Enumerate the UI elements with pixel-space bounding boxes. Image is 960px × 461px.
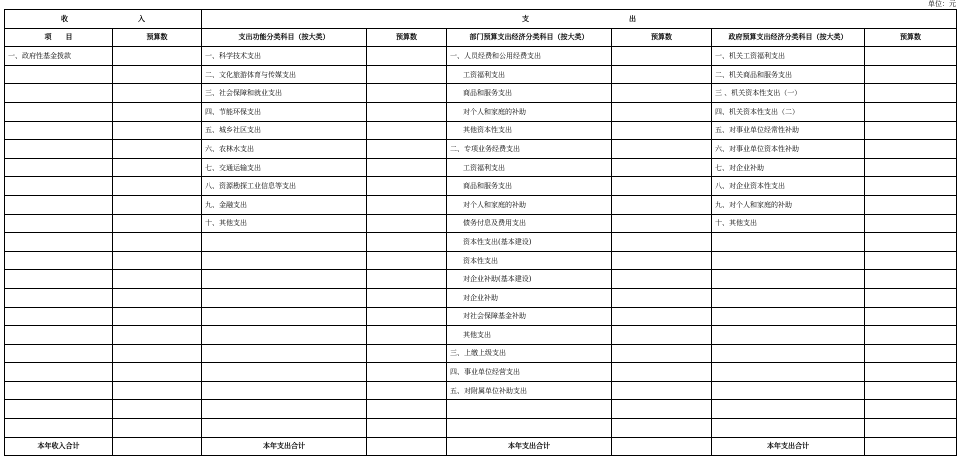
budget-cell-2 [367,233,447,252]
expense-total-label-1: 本年支出合计 [202,437,367,456]
item-cell [5,177,113,196]
dept-cell: 对企业补助(基本建设) [447,270,612,289]
col-budget-header-1: 预算数 [113,28,202,47]
dept-cell: 三、上缴上级支出 [447,344,612,363]
expense-header-left: 支 [522,13,530,23]
budget-cell-3 [612,233,712,252]
budget-cell-2 [367,344,447,363]
gov-cell [712,363,865,382]
dept-cell: 债务付息及费用支出 [447,214,612,233]
gov-cell: 二、机关商品和服务支出 [712,65,865,84]
budget-cell-1 [113,65,202,84]
col-budget-header-4: 预算数 [865,28,957,47]
budget-cell-4 [865,47,957,66]
item-cell [5,307,113,326]
group-header-row [5,10,957,29]
budget-cell-2 [367,158,447,177]
func-cell [202,381,367,400]
item-cell [5,288,113,307]
budget-cell-2 [367,140,447,159]
gov-cell: 五、对事业单位经常性补助 [712,121,865,140]
budget-cell-3 [612,195,712,214]
budget-cell-1 [113,326,202,345]
budget-cell-4 [865,251,957,270]
budget-cell-2 [367,177,447,196]
budget-cell-2 [367,400,447,419]
table-row [5,84,957,103]
func-cell [202,326,367,345]
budget-cell-3 [612,363,712,382]
budget-cell-2 [367,419,447,438]
col-budget-header-3: 预算数 [612,28,712,47]
budget-cell-1 [113,140,202,159]
dept-cell: 四、事业单位经营支出 [447,363,612,382]
item-cell [5,214,113,233]
budget-cell-1 [113,288,202,307]
col-gov-header: 政府预算支出经济分类科目（按大类） [712,28,865,47]
budget-cell-4 [865,214,957,233]
func-cell [202,251,367,270]
item-cell: 一、政府性基金拨款 [5,47,113,66]
budget-cell-2 [367,381,447,400]
budget-cell-4 [865,102,957,121]
expense-total-value-1 [367,437,447,456]
budget-cell-3 [612,419,712,438]
table-row [5,381,957,400]
gov-cell: 七、对企业补助 [712,158,865,177]
dept-cell [447,400,612,419]
budget-cell-2 [367,251,447,270]
budget-cell-1 [113,177,202,196]
unit-label: 单位：元 [928,0,956,8]
budget-cell-4 [865,270,957,289]
func-cell: 九、金融支出 [202,195,367,214]
budget-cell-1 [113,195,202,214]
dept-cell: 资本性支出(基本建设) [447,233,612,252]
dept-cell: 对企业补助 [447,288,612,307]
budget-cell-3 [612,102,712,121]
budget-cell-1 [113,400,202,419]
budget-cell-4 [865,140,957,159]
budget-cell-4 [865,121,957,140]
func-cell [202,233,367,252]
expense-total-value-2 [612,437,712,456]
budget-cell-3 [612,270,712,289]
func-cell: 四、节能环保支出 [202,102,367,121]
budget-table [4,9,957,456]
budget-cell-3 [612,214,712,233]
table-row [5,251,957,270]
func-cell [202,344,367,363]
item-cell [5,326,113,345]
gov-cell: 八、对企业资本性支出 [712,177,865,196]
gov-cell: 三 、机关资本性支出（一） [712,84,865,103]
budget-cell-2 [367,65,447,84]
budget-cell-2 [367,214,447,233]
budget-cell-2 [367,195,447,214]
table-row [5,233,957,252]
budget-cell-1 [113,121,202,140]
gov-cell [712,251,865,270]
table-row [5,195,957,214]
gov-cell [712,326,865,345]
item-cell [5,270,113,289]
table-row [5,140,957,159]
budget-cell-1 [113,270,202,289]
budget-cell-1 [113,381,202,400]
budget-cell-4 [865,307,957,326]
func-cell: 五、城乡社区支出 [202,121,367,140]
col-budget-header-2: 预算数 [367,28,447,47]
table-row [5,400,957,419]
budget-cell-4 [865,177,957,196]
table-row [5,177,957,196]
func-cell [202,400,367,419]
col-func-header: 支出功能分类科目（按大类） [202,28,367,47]
budget-cell-3 [612,251,712,270]
budget-cell-1 [113,307,202,326]
budget-cell-1 [113,47,202,66]
item-cell [5,158,113,177]
budget-cell-3 [612,344,712,363]
gov-cell: 六、对事业单位资本性补助 [712,140,865,159]
table-row [5,344,957,363]
budget-cell-3 [612,84,712,103]
gov-cell [712,400,865,419]
budget-cell-2 [367,288,447,307]
func-cell: 七、交通运输支出 [202,158,367,177]
budget-cell-4 [865,363,957,382]
totals-row [5,437,957,456]
column-header-row [5,28,957,47]
item-cell [5,102,113,121]
budget-cell-2 [367,121,447,140]
budget-cell-3 [612,47,712,66]
dept-cell: 商品和服务支出 [447,84,612,103]
budget-cell-3 [612,381,712,400]
budget-cell-4 [865,400,957,419]
col-item-header: 项 目 [5,28,113,47]
item-cell [5,419,113,438]
budget-cell-4 [865,84,957,103]
item-cell [5,65,113,84]
func-cell: 三、社会保障和就业支出 [202,84,367,103]
income-header-left: 收 [61,13,68,23]
budget-cell-4 [865,344,957,363]
budget-cell-3 [612,288,712,307]
dept-cell: 工资福利支出 [447,65,612,84]
budget-cell-4 [865,65,957,84]
gov-cell: 十、其他支出 [712,214,865,233]
dept-cell: 其他支出 [447,326,612,345]
dept-cell: 对个人和家庭的补助 [447,102,612,121]
dept-cell [447,419,612,438]
item-cell [5,84,113,103]
func-cell: 八、资源勘探工业信息等支出 [202,177,367,196]
budget-cell-2 [367,270,447,289]
gov-cell [712,270,865,289]
table-row [5,47,957,66]
gov-cell: 一、机关工资福利支出 [712,47,865,66]
expense-total-value-3 [865,437,957,456]
income-group-header [5,10,202,29]
table-row [5,214,957,233]
gov-cell [712,344,865,363]
budget-cell-2 [367,326,447,345]
budget-cell-1 [113,344,202,363]
table-row [5,65,957,84]
income-total-label: 本年收入合计 [5,437,113,456]
item-cell [5,195,113,214]
budget-cell-1 [113,233,202,252]
budget-cell-4 [865,288,957,307]
gov-cell [712,233,865,252]
budget-cell-3 [612,65,712,84]
budget-cell-1 [113,363,202,382]
item-cell [5,140,113,159]
budget-cell-2 [367,84,447,103]
budget-cell-3 [612,400,712,419]
budget-cell-3 [612,177,712,196]
dept-cell: 其他资本性支出 [447,121,612,140]
table-row [5,363,957,382]
expense-total-label-2: 本年支出合计 [447,437,612,456]
col-dept-header: 部门预算支出经济分类科目（按大类） [447,28,612,47]
budget-cell-3 [612,326,712,345]
table-row [5,158,957,177]
dept-cell: 一、人员经费和公用经费支出 [447,47,612,66]
budget-cell-1 [113,214,202,233]
budget-cell-4 [865,326,957,345]
budget-cell-1 [113,84,202,103]
gov-cell [712,381,865,400]
gov-cell [712,419,865,438]
dept-cell: 工资福利支出 [447,158,612,177]
item-cell [5,121,113,140]
table-row [5,270,957,289]
budget-cell-1 [113,158,202,177]
budget-cell-3 [612,121,712,140]
dept-cell: 五、对附属单位补助支出 [447,381,612,400]
item-cell [5,233,113,252]
dept-cell: 对社会保障基金补助 [447,307,612,326]
func-cell: 六、农林水支出 [202,140,367,159]
func-cell [202,419,367,438]
budget-cell-2 [367,102,447,121]
budget-cell-3 [612,158,712,177]
expense-group-header [202,10,957,29]
func-cell: 二、文化旅游体育与传媒支出 [202,65,367,84]
func-cell [202,307,367,326]
budget-cell-3 [612,140,712,159]
func-cell [202,270,367,289]
gov-cell: 九、对个人和家庭的补助 [712,195,865,214]
gov-cell: 四、机关资本性支出（二） [712,102,865,121]
item-cell [5,251,113,270]
dept-cell: 对个人和家庭的补助 [447,195,612,214]
budget-cell-2 [367,47,447,66]
expense-total-label-3: 本年支出合计 [712,437,865,456]
budget-cell-4 [865,233,957,252]
func-cell: 一、科学技术支出 [202,47,367,66]
income-total-value [113,437,202,456]
item-cell [5,363,113,382]
table-row [5,326,957,345]
table-row [5,307,957,326]
budget-cell-4 [865,419,957,438]
table-row [5,419,957,438]
dept-cell: 商品和服务支出 [447,177,612,196]
table-row [5,102,957,121]
budget-cell-4 [865,381,957,400]
budget-cell-4 [865,195,957,214]
budget-cell-4 [865,158,957,177]
budget-cell-2 [367,307,447,326]
budget-cell-1 [113,419,202,438]
item-cell [5,344,113,363]
func-cell [202,288,367,307]
func-cell: 十、其他支出 [202,214,367,233]
budget-cell-1 [113,102,202,121]
gov-cell [712,307,865,326]
func-cell [202,363,367,382]
income-header-right: 入 [138,13,145,23]
table-row [5,121,957,140]
budget-cell-2 [367,363,447,382]
budget-cell-3 [612,307,712,326]
dept-cell: 资本性支出 [447,251,612,270]
item-cell [5,381,113,400]
gov-cell [712,288,865,307]
table-row [5,288,957,307]
budget-cell-1 [113,251,202,270]
dept-cell: 二、专项业务经费支出 [447,140,612,159]
expense-header-right: 出 [629,13,637,23]
item-cell [5,400,113,419]
